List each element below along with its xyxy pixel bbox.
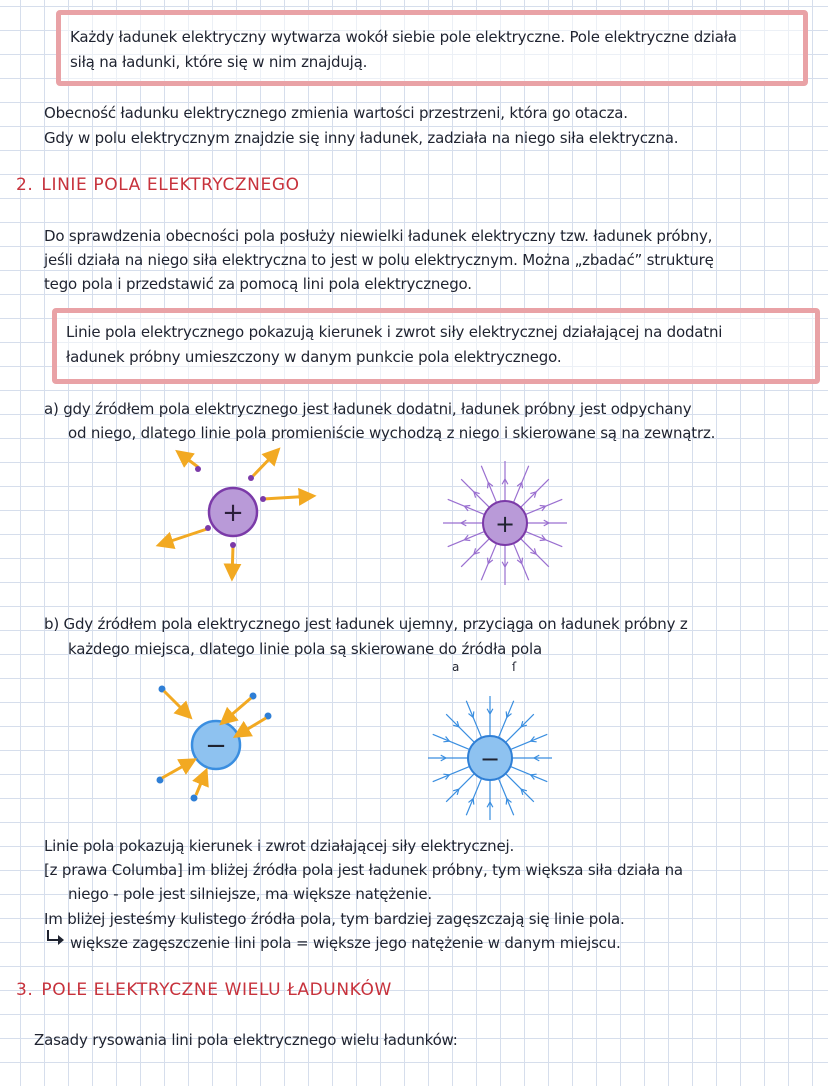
section-2-number: 2. bbox=[16, 175, 34, 195]
section-2-para-line-3: tego pola i przedstawić za pomocą lini pola elektrycznego. bbox=[44, 275, 472, 293]
negative-charge-field-lines bbox=[425, 693, 555, 823]
repel-arrow-down bbox=[232, 546, 233, 578]
attract-arrow bbox=[236, 718, 266, 736]
field-line bbox=[433, 766, 470, 781]
field-lines-box-line-2: ładunek próbny umieszczony w danym punkcie pola elektrycznego. bbox=[66, 348, 562, 366]
notes-line-1: Linie pola pokazują kierunek i zwrot działającej siły elektrycznej. bbox=[44, 837, 515, 855]
case-a-line-1: a) gdy źródłem pola elektrycznego jest ładunek dodatni, ładunek próbny jest odpychany bbox=[44, 400, 692, 418]
attract-arrow bbox=[162, 760, 194, 778]
attract-arrow bbox=[196, 771, 206, 795]
attract-arrow bbox=[222, 698, 251, 723]
repel-arrow-left bbox=[159, 529, 207, 545]
field-line bbox=[525, 531, 562, 546]
negative-charge-test-diagram bbox=[150, 680, 290, 810]
field-line bbox=[466, 778, 481, 815]
field-lines-box-line-1: Linie pola elektrycznego pokazują kierunek i zwrot siły elektrycznej działającej na dodatni bbox=[66, 323, 723, 341]
section-2-title: LINIE POLA ELEKTRYCZNEGO bbox=[41, 175, 300, 195]
field-line bbox=[510, 734, 547, 749]
section-3-title: POLE ELEKTRYCZNE WIELU ŁADUNKÓW bbox=[41, 980, 392, 1000]
positive-charge-field-lines bbox=[440, 458, 570, 588]
test-charge-dot bbox=[205, 525, 211, 531]
test-charge-dot bbox=[230, 542, 236, 548]
case-b-line-1: b) Gdy źródłem pola elektrycznego jest ładunek ujemny, przyciąga on ładunek próbny z bbox=[44, 615, 688, 633]
field-line bbox=[521, 479, 549, 507]
field-line bbox=[525, 499, 562, 514]
intro-box-line-1: Każdy ładunek elektryczny wytwarza wokół siebie pole elektryczne. Pole elektryczne działa bbox=[70, 28, 737, 46]
repel-arrow-upleft bbox=[178, 452, 198, 467]
intro-text-line-2: Gdy w polu elektrycznym znajdzie się inny ładunek, zadziała na niego siła elektryczna. bbox=[44, 129, 679, 147]
field-line bbox=[510, 766, 547, 781]
case-b-annotation-s: ſ bbox=[512, 660, 517, 674]
negative-symbol: − bbox=[479, 745, 501, 773]
field-line bbox=[513, 543, 528, 580]
field-line bbox=[461, 539, 489, 567]
field-line bbox=[446, 714, 474, 742]
section-2-heading bbox=[16, 175, 300, 195]
field-line bbox=[448, 531, 485, 546]
field-line bbox=[448, 499, 485, 514]
definition-box-field-lines bbox=[52, 308, 820, 384]
field-line bbox=[498, 778, 513, 815]
notes-line-2: [z prawa Columba] im bliżej źródła pola jest ładunek próbny, tym większa siła działa na bbox=[44, 861, 683, 879]
test-charge-dot bbox=[260, 496, 266, 502]
negative-symbol: − bbox=[205, 731, 227, 761]
field-line bbox=[498, 701, 513, 738]
field-line bbox=[513, 466, 528, 503]
positive-charge-test-diagram bbox=[150, 440, 330, 590]
attract-arrow bbox=[164, 691, 190, 717]
field-line bbox=[446, 774, 474, 802]
section-3-heading bbox=[16, 980, 392, 1000]
case-a-line-2: od niego, dlatego linie pola promieniście wychodzą z niego i skierowane są na zewnątrz. bbox=[68, 424, 716, 442]
case-b-annotation-a: a bbox=[452, 660, 460, 674]
positive-symbol: + bbox=[494, 510, 516, 538]
arrow-right-icon bbox=[44, 928, 68, 948]
notes-line-5: większe zagęszczenie lini pola = większe jego natężenie w danym miejscu. bbox=[70, 934, 621, 952]
field-line bbox=[506, 714, 534, 742]
field-line bbox=[433, 734, 470, 749]
definition-box-intro bbox=[56, 10, 808, 86]
test-charge-dot bbox=[195, 466, 201, 472]
section-2-para-line-1: Do sprawdzenia obecności pola posłuży niewielki ładunek elektryczny tzw. ładunek próbny, bbox=[44, 227, 713, 245]
field-line bbox=[481, 466, 496, 503]
positive-symbol: + bbox=[222, 498, 244, 528]
field-line bbox=[461, 479, 489, 507]
section-2-para-line-2: jeśli działa na niego siła elektryczna to jest w polu elektrycznym. Można „zbadać” strukturę bbox=[44, 251, 714, 269]
test-charge-dot bbox=[191, 795, 198, 802]
section-3-intro: Zasady rysowania lini pola elektrycznego wielu ładunków: bbox=[34, 1031, 458, 1049]
field-line bbox=[481, 543, 496, 580]
field-line bbox=[466, 701, 481, 738]
intro-box-line-2: siłą na ładunki, które się w nim znajdują. bbox=[70, 53, 368, 71]
notes-line-3: niego - pole jest silniejsze, ma większe natężenie. bbox=[68, 885, 432, 903]
field-line bbox=[521, 539, 549, 567]
field-line bbox=[506, 774, 534, 802]
case-b-line-2: każdego miejsca, dlatego linie pola są skierowane do źródła pola bbox=[68, 640, 542, 658]
notes-line-4: Im bliżej jesteśmy kulistego źródła pola, tym bardziej zagęszczają się linie pola. bbox=[44, 910, 625, 928]
section-3-number: 3. bbox=[16, 980, 34, 1000]
test-charge-dot bbox=[248, 475, 254, 481]
repel-arrow-upright bbox=[253, 450, 278, 476]
repel-arrow-right bbox=[263, 496, 313, 499]
intro-text-line-1: Obecność ładunku elektrycznego zmienia wartości przestrzeni, która go otacza. bbox=[44, 104, 628, 122]
